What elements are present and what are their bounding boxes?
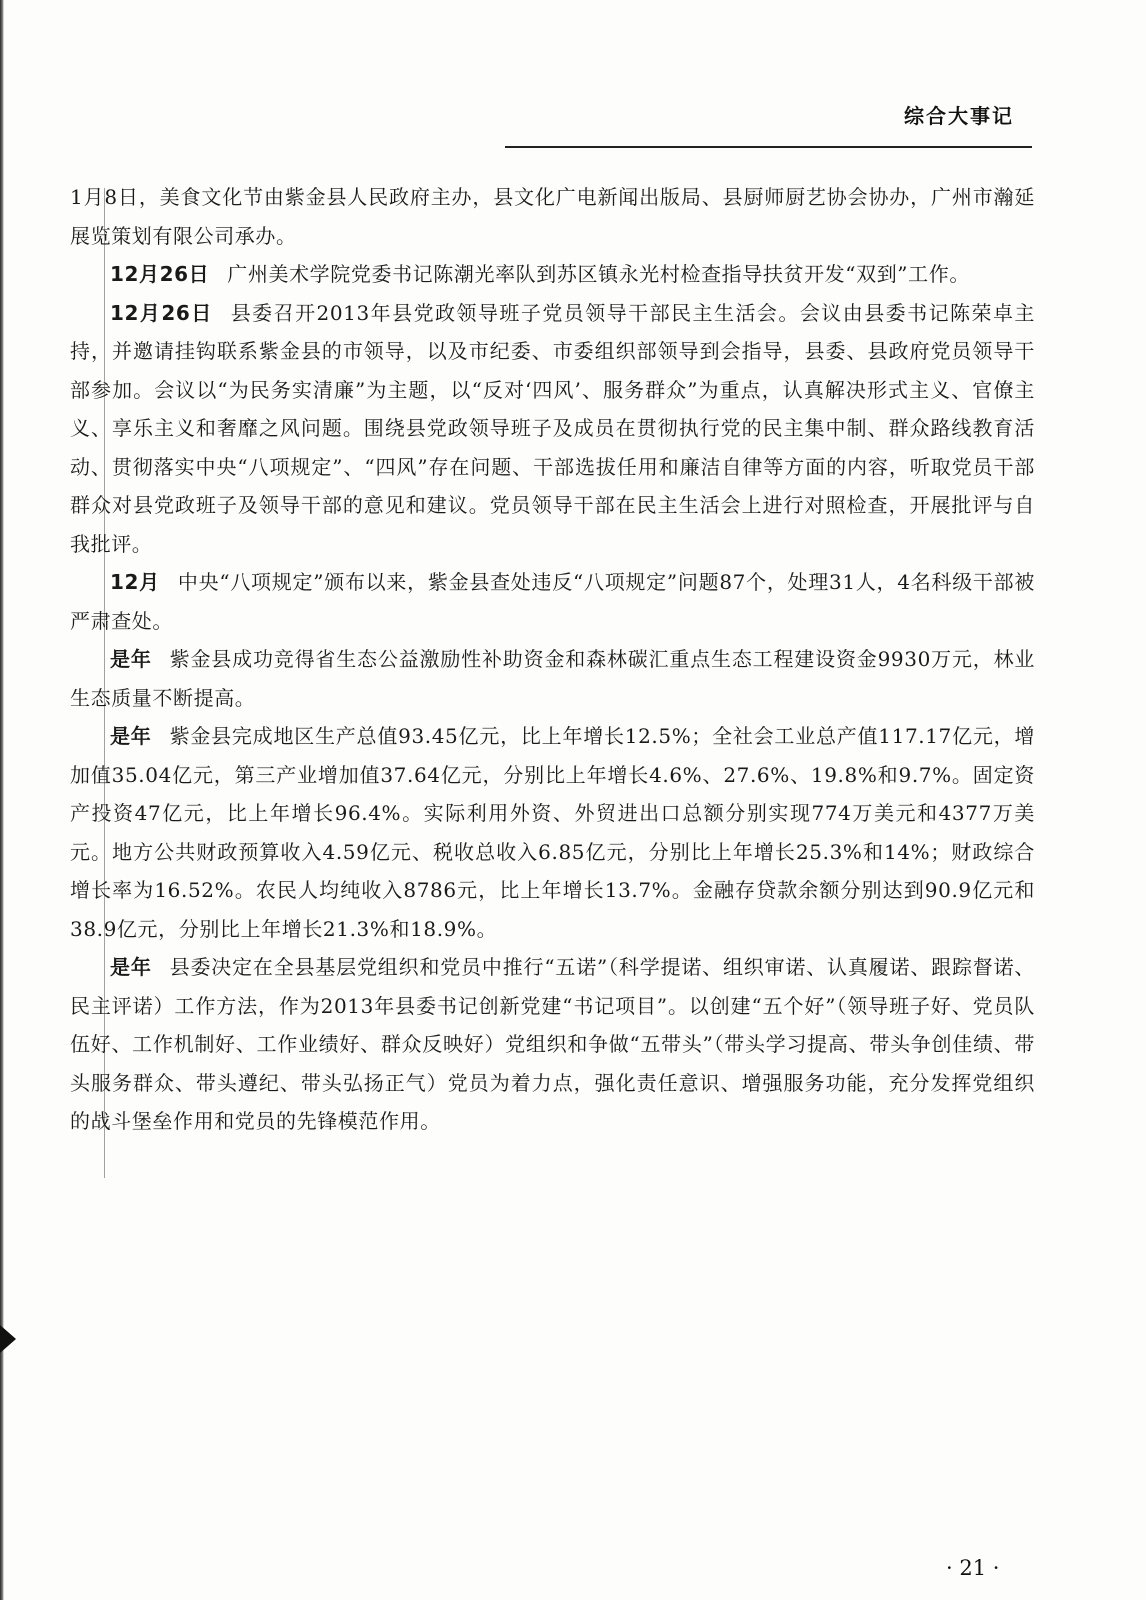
entry-paragraph — [70, 255, 1035, 294]
entry-date: 是年 — [110, 955, 152, 979]
entry-text: 县委召开2013年县党政领导班子党员领导干部民主生活会。会议由县委书记陈荣卓主持，并邀请挂钩联系紫金县的市领导，以及市纪委、市委组织部领导到会指导，县委、县政府党员领导干部参加。会议以“为民务实清廉”为主题，以“反对‘四风’、服务群众”为重点，认真解决形式主义、官僚主义、享乐主义和奢靡之风问题。围绕县党政领导班子及成员在贯彻执行党的民主集中制、群众路线教育活动、贯彻落实中央“八项规定”、“四风”存在问题、干部选拔任用和廉洁自律等方面的内容，听取党员干部群众对县党政班子及领导干部的意见和建议。党员领导干部在民主生活会上进行对照检查，开展批评与自我批评。 — [70, 300, 1035, 556]
entry-date: 是年 — [110, 724, 152, 748]
scan-marker-icon — [0, 1325, 16, 1353]
running-header: 综合大事记 — [904, 104, 1014, 128]
scan-edge — [0, 0, 4, 1600]
header-rule — [505, 146, 1032, 148]
entry-text: 紫金县成功竞得省生态公益激励性补助资金和森林碳汇重点生态工程建设资金9930万元，林业生态质量不断提高。 — [70, 647, 1036, 710]
entry-paragraph — [70, 640, 1035, 717]
chronicle-body — [70, 178, 1035, 1141]
page-number: · 21 · — [946, 1556, 1000, 1580]
entry-text: 广州美术学院党委书记陈潮光率队到苏区镇永光村检查指导扶贫开发“双到”工作。 — [227, 262, 970, 286]
entry-date: 12月26日 — [110, 300, 213, 325]
entry-paragraph — [70, 948, 1035, 1141]
entry-date: 12月26日 — [110, 262, 210, 286]
entry-text: 中央“八项规定”颁布以来，紫金县查处违反“八项规定”问题87个，处理31人，4名科级干部被严肃查处。 — [70, 570, 1035, 633]
entry-date: 12月 — [110, 570, 160, 594]
entry-date: 是年 — [110, 647, 152, 671]
entry-paragraph — [70, 294, 1035, 564]
entry-paragraph — [70, 717, 1035, 948]
entry-text: 1月8日，美食文化节由紫金县人民政府主办，县文化广电新闻出版局、县厨师厨艺协会协办，广州市瀚延展览策划有限公司承办。 — [70, 185, 1035, 248]
entry-text: 县委决定在全县基层党组织和党员中推行“五诺”（科学提诺、组织审诺、认真履诺、跟踪督诺、民主评诺）工作方法，作为2013年县委书记创新党建“书记项目”。以创建“五个好”（领导班子好、党员队伍好、工作机制好、工作业绩好、群众反映好）党组织和争做“五带头”（带头学习提高、带头争创佳绩、带头服务群众、带头遵纪、带头弘扬正气）党员为着力点，强化责任意识、增强服务功能，充分发挥党组织的战斗堡垒作用和党员的先锋模范作用。 — [70, 955, 1036, 1133]
entry-paragraph — [70, 563, 1035, 640]
entry-text: 紫金县完成地区生产总值93.45亿元，比上年增长12.5%；全社会工业总产值117.17亿元，增加值35.04亿元，第三产业增加值37.64亿元，分别比上年增长4.6%、27.6%、19.8%和9.7%。固定资产投资47亿元，比上年增长96.4%。实际利用外资、外贸进出口总额分别实现774万美元和4377万美元。地方公共财政预算收入4.59亿元、税收总收入6.85亿元，分别比上年增长25.3%和14%；财政综合增长率为16.52%。农民人均纯收入8786元，比上年增长13.7%。金融存贷款余额分别达到90.9亿元和38.9亿元，分别比上年增长21.3%和18.9%。 — [70, 724, 1035, 941]
entry-paragraph — [70, 178, 1035, 255]
